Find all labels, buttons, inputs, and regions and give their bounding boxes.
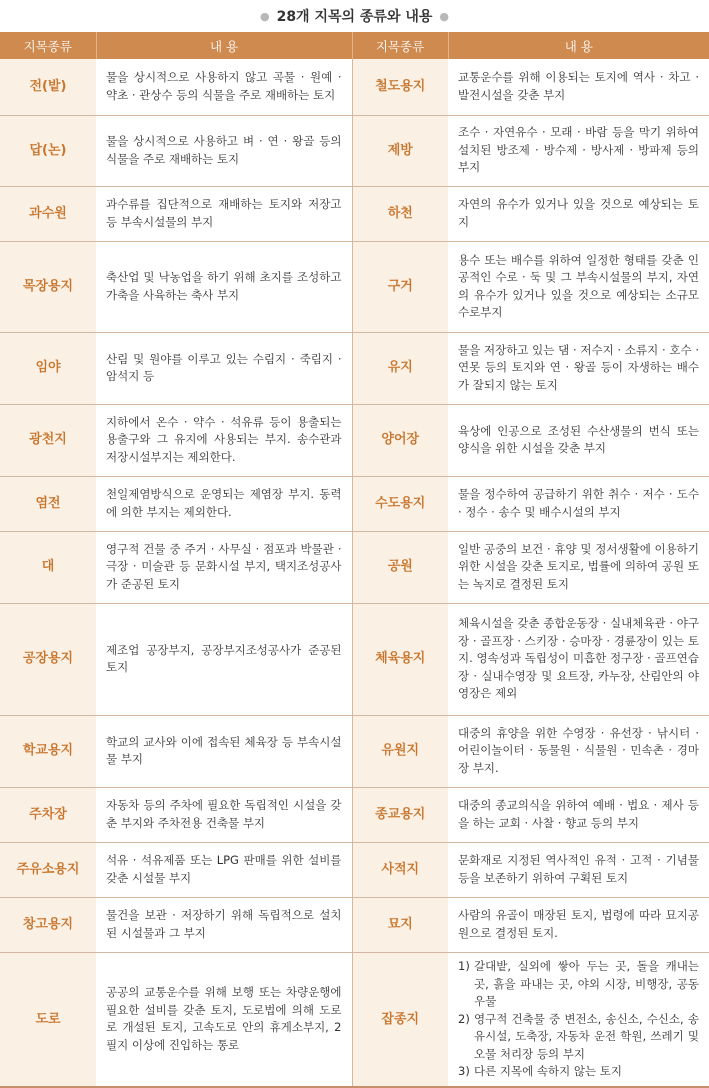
category-cell: 구거 [352,241,448,332]
category-cell: 염전 [0,476,96,531]
category-cell: 하천 [352,186,448,241]
table-row [0,59,709,115]
land-category-table [0,32,709,1088]
description-cell: 학교의 교사와 이에 접속된 체육장 등 부속시설물 부지 [96,715,352,787]
category-cell: 유지 [352,332,448,404]
table-row [0,603,709,715]
description-cell: 사람의 유골이 매장된 토지, 법령에 따라 묘지공원으로 결정된 토지. [448,897,709,952]
description-cell: 체육시설을 갖춘 종합운동장 · 실내체육관 · 야구장 · 골프장 · 스키장 · 승마장 · 경륜장이 있는 토지. 영속성과 독립성이 미흡한 정구장 · 골프연습장 · 실내수영장 및 요트장, 카누장, 산림안의 야영장은 제외 [448,603,709,715]
list-item: 갈대밭, 실외에 쌓아 두는 곳, 돌을 캐내는 곳, 흙을 파내는 곳, 야외 시장, 비행장, 공동 우물 [474,959,699,1008]
description-cell: 물을 상시적으로 사용하지 않고 곡물 · 원예 · 약초 · 관상수 등의 식물을 주로 재배하는 토지 [96,59,352,115]
description-cell: 영구적 건물 중 주거 · 사무실 · 점포과 박물관 · 극장 · 미술관 등 문화시설 부지, 택지조성공사가 준공된 토지 [96,531,352,603]
description-cell: 제조업 공장부지, 공장부지조성공사가 준공된 토지 [96,603,352,715]
table-row [0,715,709,787]
description-cell: 교통운수를 위해 이용되는 토지에 역사 · 차고 · 발전시설을 갖춘 부지 [448,59,709,115]
header-content-right: 내 용 [448,32,709,59]
table-row [0,115,709,186]
page-title [0,0,709,32]
category-cell: 양어장 [352,404,448,476]
category-cell: 철도용지 [352,59,448,115]
category-cell: 광천지 [0,404,96,476]
category-cell: 주차장 [0,787,96,842]
table-row [0,897,709,952]
bullet-dot-icon: ● [439,9,450,23]
description-cell: 물을 정수하여 공급하기 위한 취수 · 저수 · 도수 · 정수 · 송수 및 배수시설의 부지 [448,476,709,531]
title-text: 28개 지목의 종류와 내용 [276,9,433,25]
description-cell: 지하에서 온수 · 약수 · 석유류 등이 용출되는 용출구와 그 유지에 사용되는 부지. 송수관과 저장시설부지는 제외한다. [96,404,352,476]
description-cell: 물을 저장하고 있는 댐 · 저수지 · 소류지 · 호수 · 연못 등의 토지와 연 · 왕골 등이 자생하는 배수가 잘되지 않는 토지 [448,332,709,404]
description-cell: 대중의 휴양을 위한 수영장 · 유선장 · 낚시터 · 어린이놀이터 · 동물원 · 식물원 · 민속촌 · 경마장 부지. [448,715,709,787]
category-cell: 묘지 [352,897,448,952]
header-category-right: 지목종류 [352,32,448,59]
category-cell: 종교용지 [352,787,448,842]
table-row [0,186,709,241]
description-cell: 석유 · 석유제품 또는 LPG 판매를 위한 설비를 갖춘 시설물 부지 [96,842,352,897]
category-cell: 목장용지 [0,241,96,332]
table-row [0,842,709,897]
category-cell: 수도용지 [352,476,448,531]
category-cell: 도로 [0,952,96,1087]
description-cell [448,952,709,1087]
table-row [0,952,709,1087]
description-cell: 육상에 인공으로 조성된 수산생물의 번식 또는 양식을 위한 시설을 갖춘 부지 [448,404,709,476]
category-cell: 제방 [352,115,448,186]
header-content-left: 내 용 [96,32,352,59]
category-cell: 체육용지 [352,603,448,715]
description-cell: 용수 또는 배수를 위하여 일정한 형태를 갖춘 인공적인 수로 · 둑 및 그 부속시설물의 부지, 자연의 유수가 있거나 있을 것으로 예상되는 소규모 수로부지 [448,241,709,332]
category-cell: 창고용지 [0,897,96,952]
table-header-row [0,32,709,59]
description-cell: 물건을 보관 · 저장하기 위해 독립적으로 설치된 시설물과 그 부지 [96,897,352,952]
description-cell: 대중의 종교의식을 위하여 예배 · 법요 · 제사 등을 하는 교회 · 사찰 · 향교 등의 부지 [448,787,709,842]
category-cell: 잡종지 [352,952,448,1087]
category-cell: 공장용지 [0,603,96,715]
table-row [0,404,709,476]
description-cell: 일반 공중의 보건 · 휴양 및 정서생활에 이용하기 위한 시설을 갖춘 토지로, 법률에 의하여 공원 또는 녹지로 결정된 토지 [448,531,709,603]
category-cell: 공원 [352,531,448,603]
category-cell: 사적지 [352,842,448,897]
category-cell: 주유소용지 [0,842,96,897]
list-item: 다른 지목에 속하지 않는 토지 [474,1064,622,1078]
description-cell: 천일제염방식으로 운영되는 제염장 부지. 동력에 의한 부지는 제외한다. [96,476,352,531]
list-item: 영구적 건축물 중 변전소, 송신소, 수신소, 송유시설, 도축장, 자동차 운전 학원, 쓰레기 및 오물 처리장 등의 부지 [474,1011,699,1061]
description-cell: 공공의 교통운수를 위해 보행 또는 차량운행에 필요한 설비를 갖춘 토지, 도로법에 의해 도로로 개설된 토지, 고속도로 안의 휴게소부지, 2필지 이상에 진입하는 통로 [96,952,352,1087]
category-cell: 대 [0,531,96,603]
category-cell: 임야 [0,332,96,404]
bullet-dot-icon: ● [259,9,270,23]
description-cell: 산림 및 원야를 이루고 있는 수림지 · 죽림지 · 암석지 등 [96,332,352,404]
description-cell: 물을 상시적으로 사용하고 벼 · 연 · 왕골 등의 식물을 주로 재배하는 토지 [96,115,352,186]
description-cell: 조수 · 자연유수 · 모래 · 바람 등을 막기 위하여 설치된 방조제 · 방수제 · 방사제 · 방파제 등의 부지 [448,115,709,186]
description-cell: 자동차 등의 주차에 필요한 독립적인 시설을 갖춘 부지와 주차전용 건축물 부지 [96,787,352,842]
table-row [0,241,709,332]
description-cell: 과수류를 집단적으로 재배하는 토지와 저장고 등 부속시설물의 부지 [96,186,352,241]
table-row [0,332,709,404]
header-category-left: 지목종류 [0,32,96,59]
category-cell: 전(밭) [0,59,96,115]
category-cell: 학교용지 [0,715,96,787]
description-cell: 문화재로 지정된 역사적인 유적 · 고적 · 기념물 등을 보존하기 위하여 구획된 토지 [448,842,709,897]
description-cell: 자연의 유수가 있거나 있을 것으로 예상되는 토지 [448,186,709,241]
category-cell: 답(논) [0,115,96,186]
table-row [0,787,709,842]
category-cell: 과수원 [0,186,96,241]
description-cell: 축산업 및 낙농업을 하기 위해 초지를 조성하고 가축을 사육하는 축사 부지 [96,241,352,332]
table-row [0,531,709,603]
table-row [0,476,709,531]
category-cell: 유원지 [352,715,448,787]
misc-land-list [458,958,699,1081]
